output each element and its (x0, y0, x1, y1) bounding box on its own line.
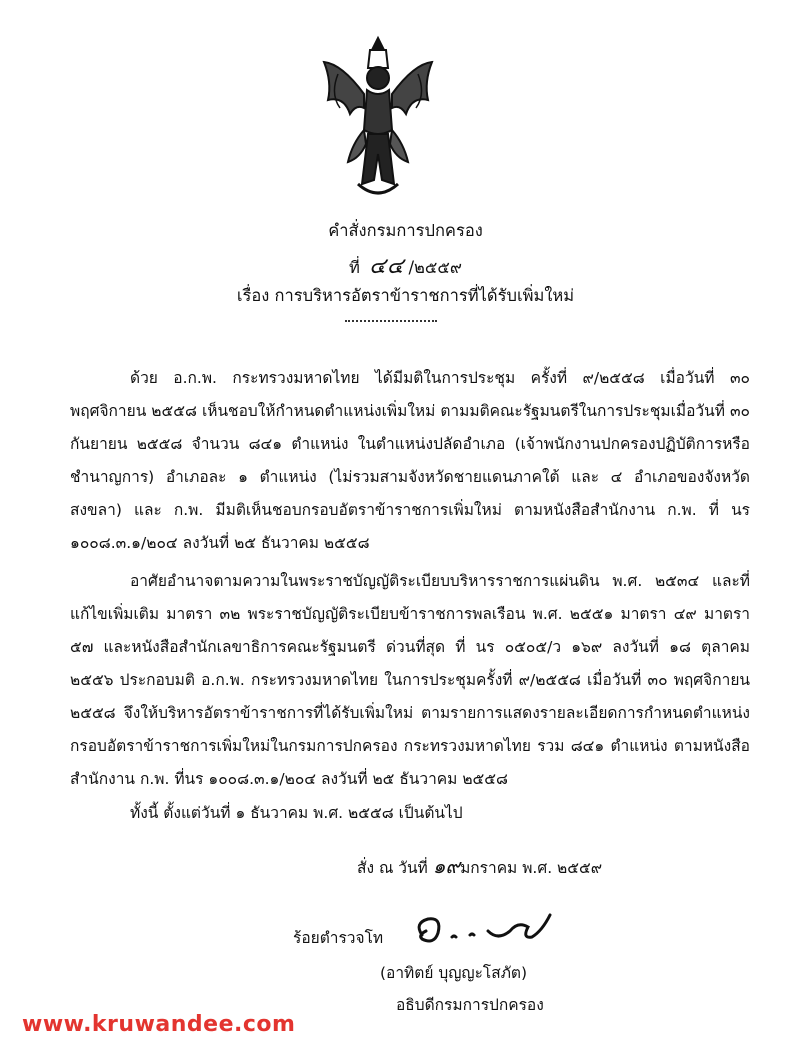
website-watermark: www.kruwandee.com (22, 1012, 296, 1037)
given-suffix: มกราคม พ.ศ. ๒๕๕๙ (460, 859, 603, 877)
signer-name: (อาทิตย์ บุญญะโสภัต) (380, 964, 528, 982)
given-date-line (357, 850, 602, 882)
garuda-emblem-icon (318, 34, 438, 204)
order-number-suffix: /๒๕๕๙ (408, 258, 462, 277)
body-paragraph-2 (70, 565, 750, 796)
order-title: คำสั่งกรมการปกครอง (328, 221, 483, 240)
order-number-prefix: ที่ (349, 258, 360, 277)
signer-rank: ร้อยตำรวจโท (293, 929, 384, 947)
signer-title: อธิบดีกรมการปกครอง (396, 996, 544, 1014)
order-number (0, 248, 811, 283)
given-prefix: สั่ง ณ วันที่ (357, 859, 428, 877)
paragraph-2-text: อาศัยอำนาจตามความในพระราชบัญญัติระเบียบบริหารราชการแผ่นดิน พ.ศ. ๒๕๓๔ และที่แก้ไขเพิ่มเติม มาตรา ๓๒ พระราชบัญญัติระเบียบข้าราชการพลเรือน พ.ศ. ๒๕๕๑ มาตรา ๔๙ มาตรา ๕๗ และหนังสือสำนักเลขาธิการคณะรัฐมนตรี ด่วนที่สุด ที่ นร ๐๕๐๕/ว ๑๖๙ ลงวันที่ ๑๘ ตุลาคม ๒๕๕๖ ประกอบมติ อ.ก.พ. กระทรวงมหาดไทย ในการประชุมครั้งที่ ๙/๒๕๕๘ เมื่อวันที่ ๓๐ พฤศจิกายน ๒๕๕๘ จึงให้บริหารอัตราข้าราชการที่ได้รับเพิ่มใหม่ ตามรายการแสดงรายละเอียดการกำหนดตำแหน่งกรอบอัตราข้าราชการเพิ่มใหม่ในกรมการปกครอง กระทรวงมหาดไทย รวม ๘๔๑ ตำแหน่ง ตามหนังสือสำนักงาน ก.พ. ที่นร ๑๐๐๘.๓.๑/๒๐๔ ลงวันที่ ๒๕ ธันวาคม ๒๕๕๘ (70, 572, 750, 788)
given-day-handwritten: ๑๙ (432, 854, 461, 878)
body-paragraph-3: ทั้งนี้ ตั้งแต่วันที่ ๑ ธันวาคม พ.ศ. ๒๕๕๘ เป็นต้นไป (130, 804, 463, 822)
order-subject: เรื่อง การบริหารอัตราข้าราชการที่ได้รับเพิ่มใหม่ (236, 286, 575, 305)
paragraph-1-text: ด้วย อ.ก.พ. กระทรวงมหาดไทย ได้มีมติในการประชุม ครั้งที่ ๙/๒๕๕๘ เมื่อวันที่ ๓๐ พฤศจิกายน ๒๕๕๘ เห็นชอบให้กำหนดตำแหน่งเพิ่มใหม่ ตามมติคณะรัฐมนตรีในการประชุมเมื่อวันที่ ๓๐ กันยายน ๒๕๕๘ จำนวน ๘๔๑ ตำแหน่ง ในตำแหน่งปลัดอำเภอ (เจ้าพนักงานปกครองปฏิบัติการหรือชำนาญการ) อำเภอละ ๑ ตำแหน่ง (ไม่รวมสามจังหวัดชายแดนภาคใต้ และ ๔ อำเภอของจังหวัดสงขลา) และ ก.พ. มีมติเห็นชอบกรอบอัตราข้าราชการเพิ่มใหม่ ตามหนังสือสำนักงาน ก.พ. ที่ นร ๑๐๐๘.๓.๑/๒๐๔ ลงวันที่ ๒๕ ธันวาคม ๒๕๕๘ (70, 369, 750, 552)
order-number-handwritten: ๔๔ (369, 254, 405, 279)
handwritten-signature (408, 905, 558, 953)
body-paragraph-1 (70, 362, 750, 560)
dotted-divider (345, 312, 437, 322)
